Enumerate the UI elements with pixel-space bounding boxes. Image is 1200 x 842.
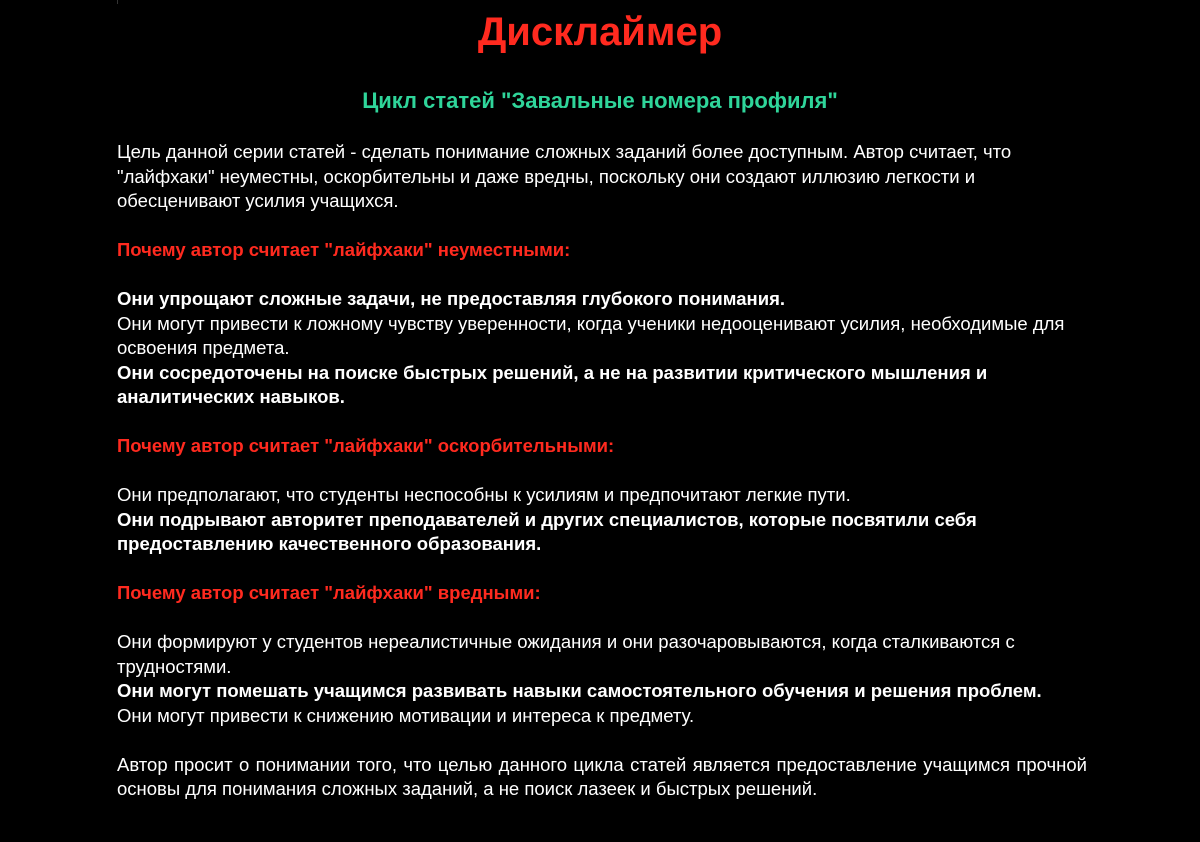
series-subtitle: Цикл статей "Завальные номера профиля": [362, 88, 838, 113]
section-heading-inappropriate: Почему автор считает "лайфхаки" неуместными:: [117, 239, 571, 260]
section-heading-harmful: Почему автор считает "лайфхаки" вредными:: [117, 582, 541, 603]
section-heading-offensive: Почему автор считает "лайфхаки" оскорбительными:: [117, 435, 615, 456]
section-point: Они формируют у студентов нереалистичные ожидания и они разочаровываются, когда сталкиваются с трудностями.: [117, 631, 1015, 677]
top-divider: [117, 0, 118, 4]
section-point: Они подрывают авторитет преподавателей и других специалистов, которые посвятили себя предоставлению качественного образования.: [117, 508, 977, 554]
section-point: Они могут привести к ложному чувству уверенности, когда ученики недооценивают усилия, необходимые для освоения предмета.: [117, 312, 1065, 358]
page-title: Дисклаймер: [477, 10, 723, 54]
conclusion-paragraph: Автор просит о понимании того, что целью данного цикла статей является предоставление учащимся прочной основы для понимания сложных заданий, а не поиск лазеек и быстрых решений.: [117, 753, 1087, 799]
section-point: Они могут привести к снижению мотивации и интереса к предмету.: [117, 704, 695, 726]
intro-paragraph: Цель данной серии статей - сделать понимание сложных заданий более доступным. Автор считает, что "лайфхаки" неуместны, оскорбительны и даже вредны, поскольку они создают иллюзию легкости и обесценивают усилия учащихся.: [117, 141, 1012, 211]
section-point: Они предполагают, что студенты неспособны к усилиям и предпочитают легкие пути.: [117, 484, 851, 505]
section-point: Они могут помешать учащимся развивать навыки самостоятельного обучения и решения проблем.: [117, 680, 1042, 701]
disclaimer-body: [117, 140, 1087, 802]
section-point: Они упрощают сложные задачи, не предоставляя глубокого понимания.: [117, 288, 786, 309]
section-point: Они сосредоточены на поиске быстрых решений, а не на развитии критического мышления и аналитических навыков.: [117, 361, 988, 407]
